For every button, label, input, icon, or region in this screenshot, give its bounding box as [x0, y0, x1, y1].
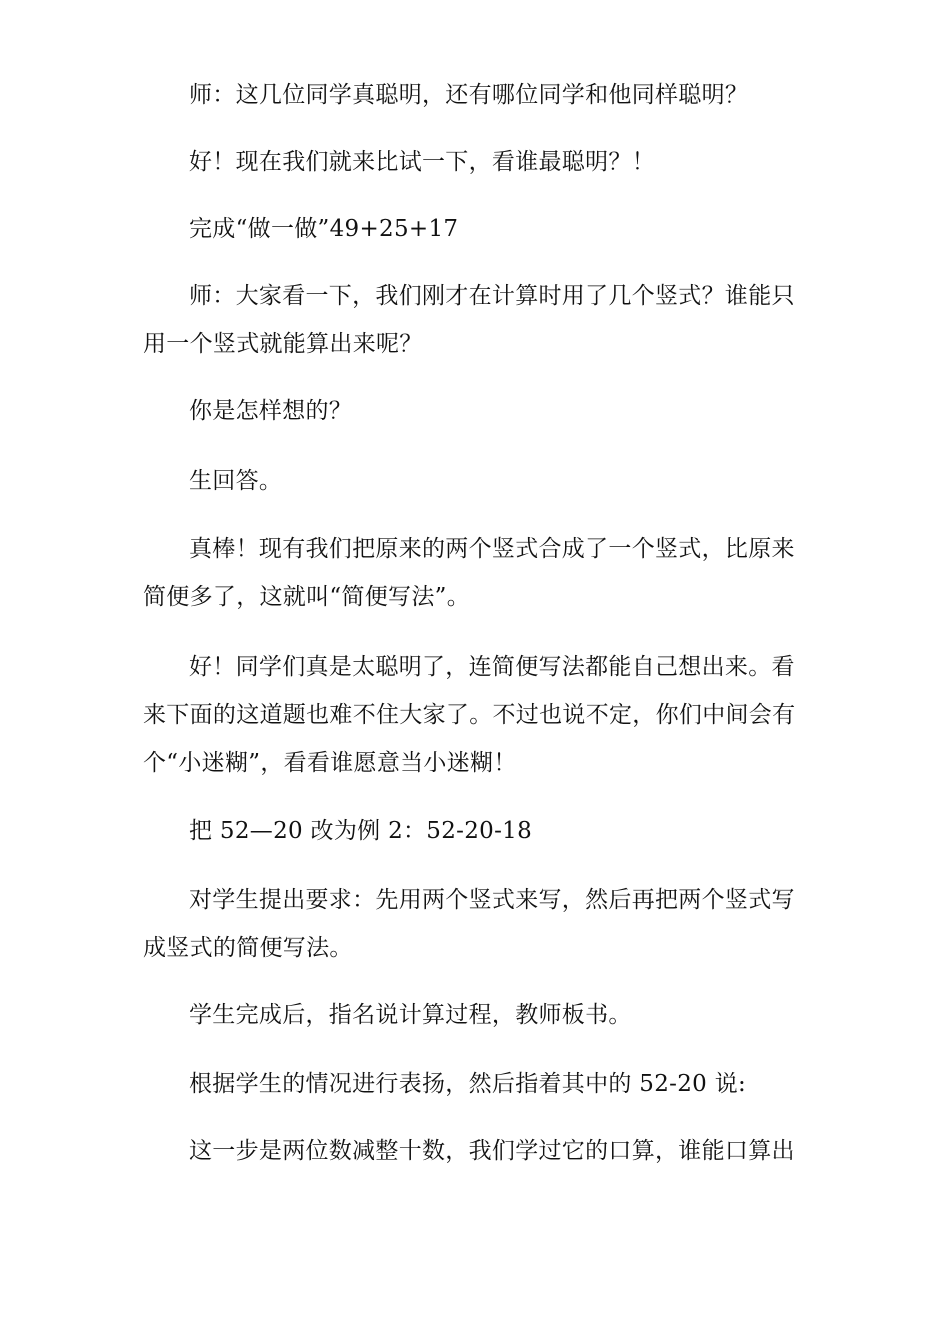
paragraph-13: 这一步是两位数减整十数，我们学过它的口算，谁能口算出	[189, 1138, 795, 1164]
paragraph-10: 对学生提出要求：先用两个竖式来写，然后再把两个竖式写成竖式的简便写法。	[143, 887, 795, 961]
paragraph-12: 根据学生的情况进行表扬，然后指着其中的 52-20 说:	[189, 1071, 747, 1097]
paragraph-5: 你是怎样想的？	[189, 398, 353, 424]
paragraph-2: 好！现在我们就来比试一下，看谁最聪明？！	[189, 149, 655, 175]
paragraph-4: 师：大家看一下，我们刚才在计算时用了几个竖式？谁能只用一个竖式就能算出来呢？	[143, 283, 795, 357]
paragraph-6: 生回答。	[189, 468, 283, 494]
paragraph-8: 好！同学们真是太聪明了，连简便写法都能自己想出来。看来下面的这道题也难不住大家了。不过也说不定，你们中间会有个“小迷糊”，看看谁愿意当小迷糊！	[143, 654, 796, 776]
paragraph-9: 把 52—20 改为例 2：52-20-18	[189, 818, 533, 844]
paragraph-11: 学生完成后，指名说计算过程，教师板书。	[189, 1002, 632, 1028]
paragraph-1: 师：这几位同学真聪明，还有哪位同学和他同样聪明？	[189, 82, 749, 108]
paragraph-7: 真棒！现有我们把原来的两个竖式合成了一个竖式，比原来简便多了，这就叫“简便写法”。	[143, 536, 795, 610]
paragraph-3: 完成“做一做”49+25+17	[189, 216, 459, 242]
